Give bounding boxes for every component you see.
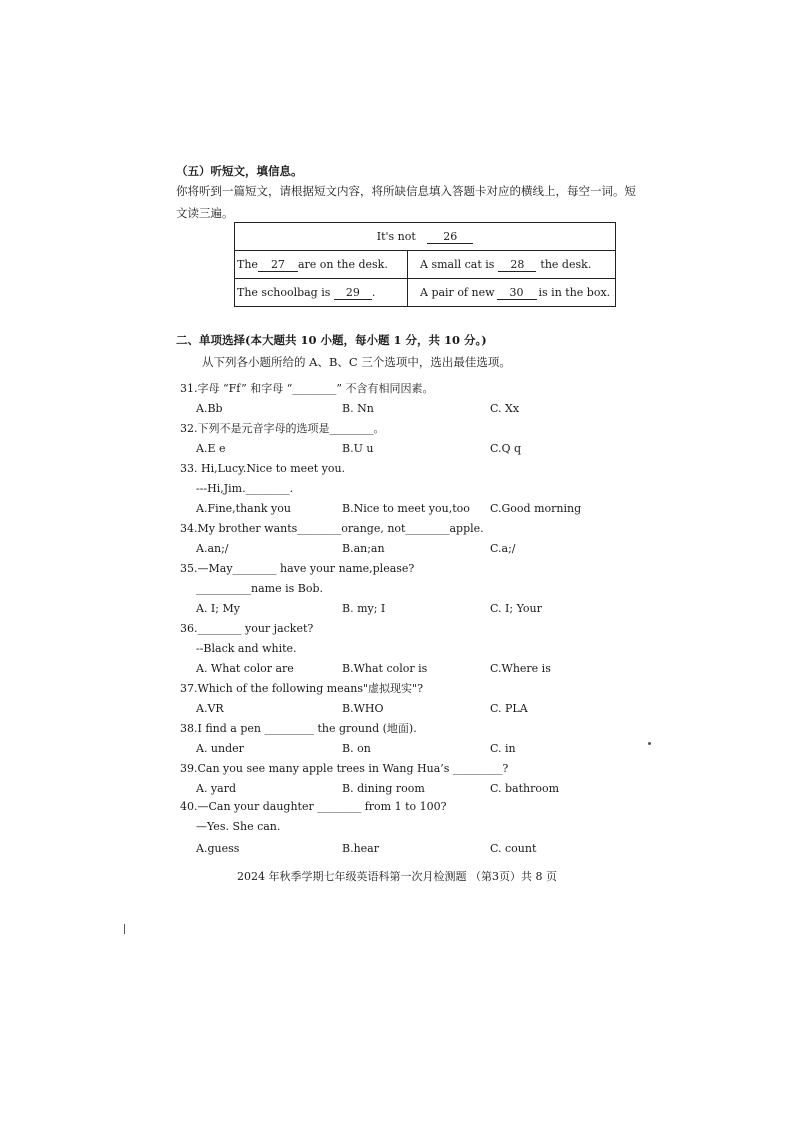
cell-text-after: are on the desk. [297,257,388,271]
option-a: A.guess [196,842,240,855]
question-31: 31.字母 “Ff” 和字母 “________” 不含有相同因素。 [180,382,434,395]
option-b: B.WHO [342,702,384,715]
option-c: C. in [490,742,516,755]
cell-text-after: is in the box. [538,285,611,299]
info-table [234,222,616,307]
table-row [235,223,616,251]
question-35: 35.—May________ have your name,please? [180,562,415,575]
option-b: B. on [342,742,371,755]
option-b: B. dining room [342,782,425,795]
cell-text-after: the desk. [540,257,592,271]
blank-27: 27 [258,258,298,272]
table-cell-28 [408,251,616,279]
question-40-reply: —Yes. She can. [196,820,281,833]
cell-text-after: . [371,285,376,299]
question-39: 39.Can you see many apple trees in Wang Hua’s _________? [180,762,509,775]
option-c: C. Xx [490,402,520,415]
question-37: 37.Which of the following means"虚拟现实"? [180,682,423,695]
table-cell-29 [235,279,408,307]
option-c: C. I; Your [490,602,542,615]
option-c: C. count [490,842,537,855]
scan-mark [648,742,651,745]
option-a: A. What color are [196,662,294,675]
option-b: B.Nice to meet you,too [342,502,470,515]
blank-29: 29 [334,286,372,300]
table-cell-27 [235,251,408,279]
blank-28: 28 [498,258,536,272]
page-footer: 2024 年秋季学期七年级英语科第一次月检测题 （第3页）共 8 页 [237,870,557,883]
section2-heading: 二、单项选择(本大题共 10 小题，每小题 1 分，共 10 分。) [176,333,487,347]
option-b: B. my; I [342,602,386,615]
option-b: B.What color is [342,662,428,675]
option-b: B.an;an [342,542,385,555]
option-c: C.Where is [490,662,551,675]
option-c: C. PLA [490,702,528,715]
cell-text-before: A pair of new [420,285,495,299]
option-a: A.Fine,thank you [196,502,291,515]
option-a: A. under [196,742,244,755]
option-c: C.Good morning [490,502,582,515]
option-a: A.Bb [196,402,223,415]
blank-26: 26 [427,230,473,244]
option-a: A.an;/ [196,542,229,555]
section2-instruction: 从下列各小题所给的 A、B、C 三个选项中，选出最佳选项。 [202,355,511,369]
option-b: B.U u [342,442,374,455]
section5-instruction: 你将听到一篇短文，请根据短文内容，将所缺信息填入答题卡对应的横线上，每空一词。短文读三遍。 [176,184,636,220]
question-35-reply: __________name is Bob. [196,582,323,595]
option-b: B. Nn [342,402,374,415]
option-c: C.Q q [490,442,522,455]
cell-text-before: The [237,257,258,271]
question-36: 36.________ your jacket? [180,622,314,635]
option-a: A. I; My [196,602,240,615]
cell-text-before: The schoolbag is [237,285,331,299]
question-33: 33. Hi,Lucy.Nice to meet you. [180,462,346,475]
blank-30: 30 [497,286,537,300]
question-38: 38.I find a pen _________ the ground (地面). [180,722,417,735]
table-cell-26 [235,223,616,251]
table-row [235,251,616,279]
option-a: A.E e [196,442,226,455]
question-34: 34.My brother wants________orange, not________apple. [180,522,484,535]
cell-text-before: A small cat is [420,257,495,271]
section5-heading: （五）听短文，填信息。 [176,164,303,178]
question-40: 40.—Can your daughter ________ from 1 to 100? [180,800,447,813]
table-cell-30 [408,279,616,307]
question-36-reply: --Black and white. [196,642,297,655]
cell-text-before: It's not [376,229,416,243]
option-b: B.hear [342,842,379,855]
question-32: 32.下列不是元音字母的选项是________。 [180,422,385,435]
option-a: A. yard [196,782,237,795]
option-a: A.VR [196,702,224,715]
question-33-reply: ---Hi,Jim.________. [196,482,294,495]
option-c: C.a;/ [490,542,516,555]
table-row [235,279,616,307]
scan-mark [124,924,125,934]
option-c: C. bathroom [490,782,560,795]
